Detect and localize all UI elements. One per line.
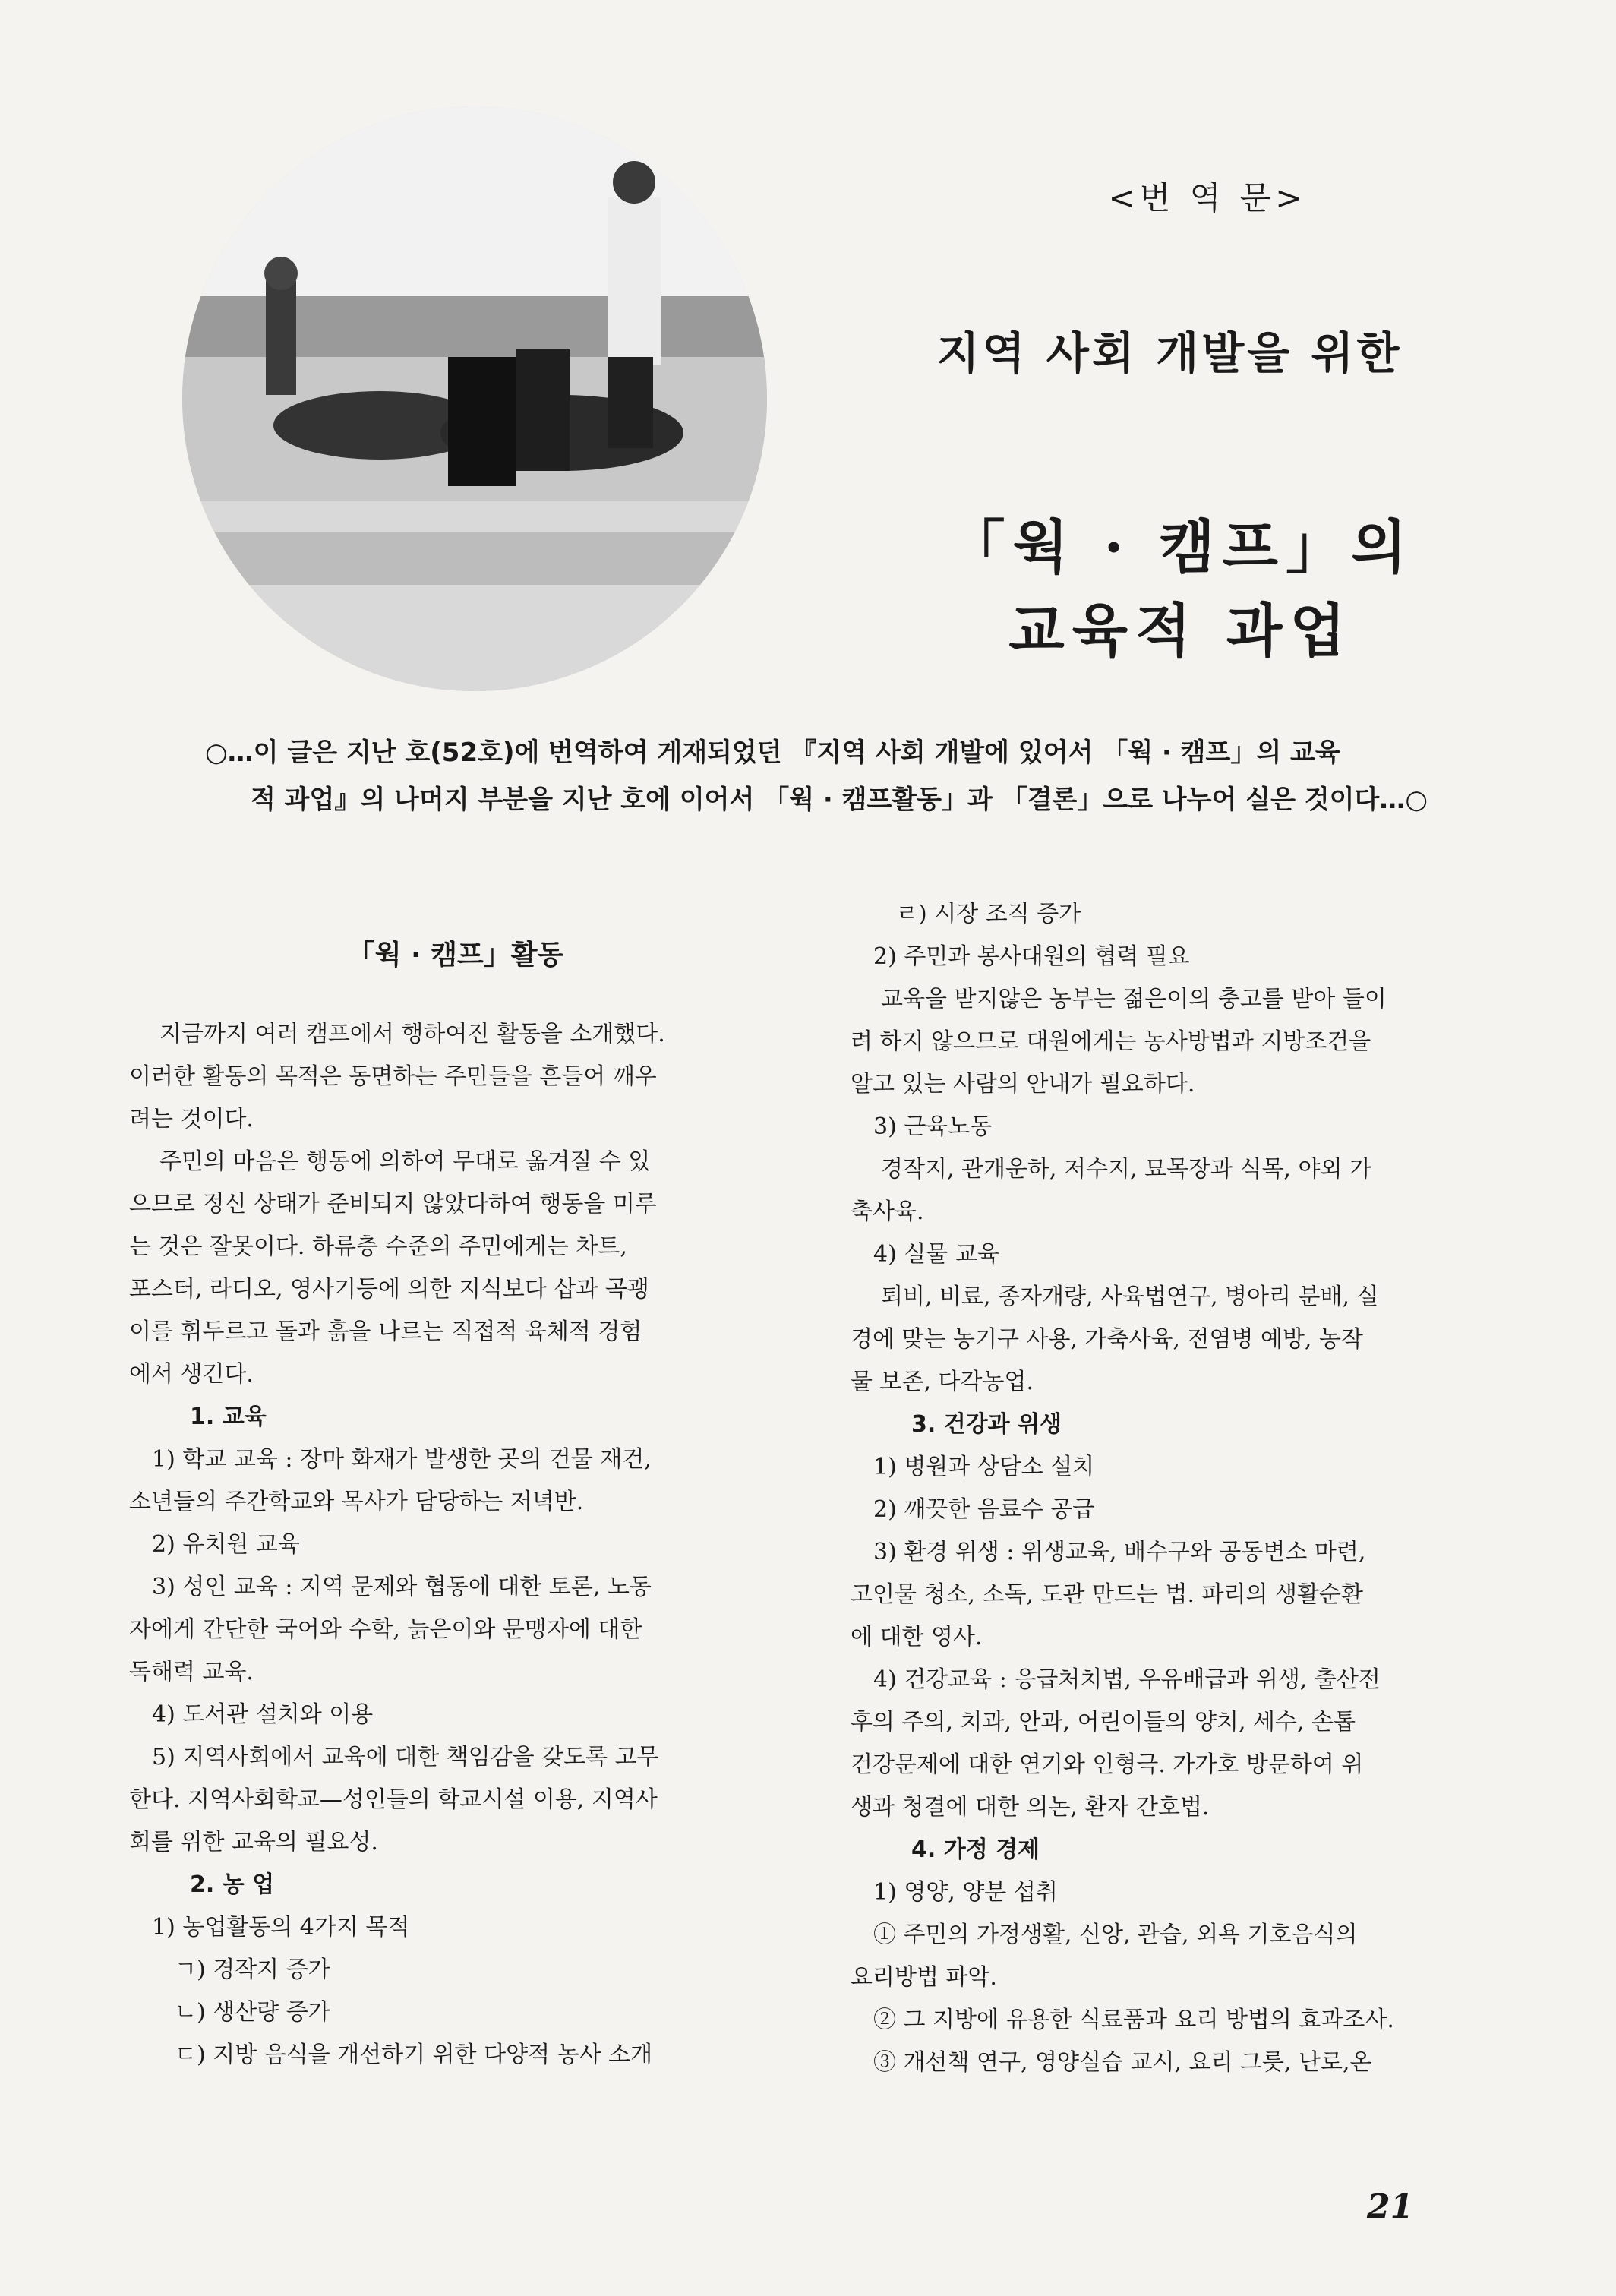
text-line: 요리방법 파악. — [851, 1964, 997, 1991]
text-line: 5) 지역사회에서 교육에 대한 책임감을 갖도록 고무 — [152, 1744, 659, 1770]
text-line: 1) 학교 교육 : 장마 화재가 발생한 곳의 건물 재건, — [152, 1446, 652, 1473]
subsection-heading: 3. 건강과 위생 — [911, 1411, 1062, 1438]
text-line: ㄹ) 시장 조직 증가 — [896, 901, 1081, 927]
text-line: 생과 청결에 대한 의논, 환자 간호법. — [851, 1794, 1210, 1821]
text-line: 고인물 청소, 소독, 도관 만드는 법. 파리의 생활순환 — [851, 1581, 1363, 1608]
text-line: 독해력 교육. — [129, 1659, 254, 1685]
text-line: ㄴ) 생산량 증가 — [175, 1999, 330, 2026]
intro-line-1: ○…이 글은 지난 호(52호)에 번역하여 게재되었던 『지역 사회 개발에 있어서 「웍 · 캠프」의 교육 — [205, 737, 1340, 768]
section-heading: 「웍 · 캠프」활동 — [347, 940, 564, 971]
text-line: 한다. 지역사회학교—성인들의 학교시설 이용, 지역사 — [129, 1786, 658, 1813]
text-line: ③ 개선책 연구, 영양실습 교시, 요리 그릇, 난로,온 — [873, 2049, 1372, 2076]
text-line: 2) 유치원 교육 — [152, 1531, 300, 1558]
text-line: 2) 깨끗한 음료수 공급 — [873, 1496, 1095, 1523]
left-column — [129, 934, 782, 2077]
text-line: 에서 생긴다. — [129, 1361, 254, 1388]
text-line: 포스터, 라디오, 영사기등에 의한 지식보다 삽과 곡괭 — [129, 1276, 649, 1303]
subsection-heading: 1. 교육 — [190, 1404, 267, 1430]
subsection-heading: 4. 가정 경제 — [911, 1836, 1040, 1863]
text-line: 4) 실물 교육 — [873, 1241, 999, 1268]
title-line-2: 「웍 · 캠프」의 — [947, 513, 1415, 581]
text-line: ② 그 지방에 유용한 식료품과 요리 방법의 효과조사. — [873, 2007, 1394, 2033]
text-line: 소년들의 주간학교와 목사가 담당하는 저녁반. — [129, 1489, 584, 1515]
circular-photo — [182, 106, 767, 691]
text-line: 1) 농업활동의 4가지 목적 — [152, 1914, 410, 1941]
title-line-1: 지역 사회 개발을 위한 — [936, 327, 1403, 379]
text-line: 경작지, 관개운하, 저수지, 묘목장과 식목, 야외 가 — [881, 1156, 1371, 1183]
text-line: ㄷ) 지방 음식을 개선하기 위한 다양적 농사 소개 — [175, 2042, 653, 2068]
page-number: 21 — [1367, 2187, 1414, 2226]
text-line: 는 것은 잘못이다. 하류층 수준의 주민에게는 차트, — [129, 1233, 627, 1260]
title-line-3: 교육적 과업 — [1008, 597, 1353, 665]
text-line: 려 하지 않으므로 대원에게는 농사방법과 지방조건을 — [851, 1028, 1371, 1055]
text-line: 려는 것이다. — [129, 1106, 254, 1132]
text-line: 1) 병원과 상담소 설치 — [873, 1454, 1095, 1480]
right-column — [851, 893, 1481, 2084]
text-line: 축사육. — [851, 1199, 924, 1225]
intro-note — [205, 729, 1435, 823]
article-type-label: <번 역 문> — [1108, 179, 1307, 216]
text-line: 1) 영양, 양분 섭취 — [873, 1879, 1058, 1906]
text-line: 건강문제에 대한 연기와 인형극. 가가호 방문하여 위 — [851, 1751, 1364, 1778]
text-line: 4) 도서관 설치와 이용 — [152, 1701, 374, 1728]
text-line: ㄱ) 경작지 증가 — [175, 1956, 330, 1983]
text-line: 회를 위한 교육의 필요성. — [129, 1829, 378, 1855]
text-line: 주민의 마음은 행동에 의하여 무대로 옮겨질 수 있 — [159, 1148, 651, 1175]
text-line: 에 대한 영사. — [851, 1624, 983, 1650]
text-line: 이를 휘두르고 돌과 흙을 나르는 직접적 육체적 경험 — [129, 1319, 642, 1345]
text-line: 알고 있는 사람의 안내가 필요하다. — [851, 1071, 1195, 1097]
text-line: 퇴비, 비료, 종자개량, 사육법연구, 병아리 분배, 실 — [881, 1284, 1379, 1310]
text-line: 지금까지 여러 캠프에서 행하여진 활동을 소개했다. — [159, 1021, 665, 1047]
text-line: 이러한 활동의 목적은 동면하는 주민들을 흔들어 깨우 — [129, 1063, 657, 1090]
text-line: 2) 주민과 봉사대원의 협력 필요 — [873, 943, 1190, 970]
text-line: 3) 성인 교육 : 지역 문제와 협동에 대한 토론, 노동 — [152, 1574, 652, 1600]
text-line: 교육을 받지않은 농부는 젊은이의 충고를 받아 들이 — [881, 986, 1387, 1012]
text-line: 물 보존, 다각농업. — [851, 1369, 1034, 1395]
text-line: 후의 주의, 치과, 안과, 어린이들의 양치, 세수, 손톱 — [851, 1709, 1356, 1735]
text-line: 3) 환경 위생 : 위생교육, 배수구와 공동변소 마련, — [873, 1539, 1366, 1565]
intro-line-2: 적 과업』의 나머지 부분을 지난 호에 이어서 「웍 · 캠프활동」과 「결론」으로 나누어 실은 것이다…○ — [251, 785, 1428, 815]
text-line: 자에게 간단한 국어와 수학, 늙은이와 문맹자에 대한 — [129, 1616, 642, 1643]
text-line: 3) 근육노동 — [873, 1113, 993, 1140]
text-line: 4) 건강교육 : 응급처치법, 우유배급과 위생, 출산전 — [873, 1666, 1381, 1693]
text-line: 경에 맞는 농기구 사용, 가축사육, 전염병 예방, 농작 — [851, 1326, 1363, 1353]
photo-workers-illustration — [182, 106, 767, 691]
text-line: 으므로 정신 상태가 준비되지 않았다하여 행동을 미루 — [129, 1191, 657, 1217]
text-line: ① 주민의 가정생활, 신앙, 관습, 외욕 기호음식의 — [873, 1922, 1358, 1948]
subsection-heading: 2. 농 업 — [190, 1871, 275, 1898]
